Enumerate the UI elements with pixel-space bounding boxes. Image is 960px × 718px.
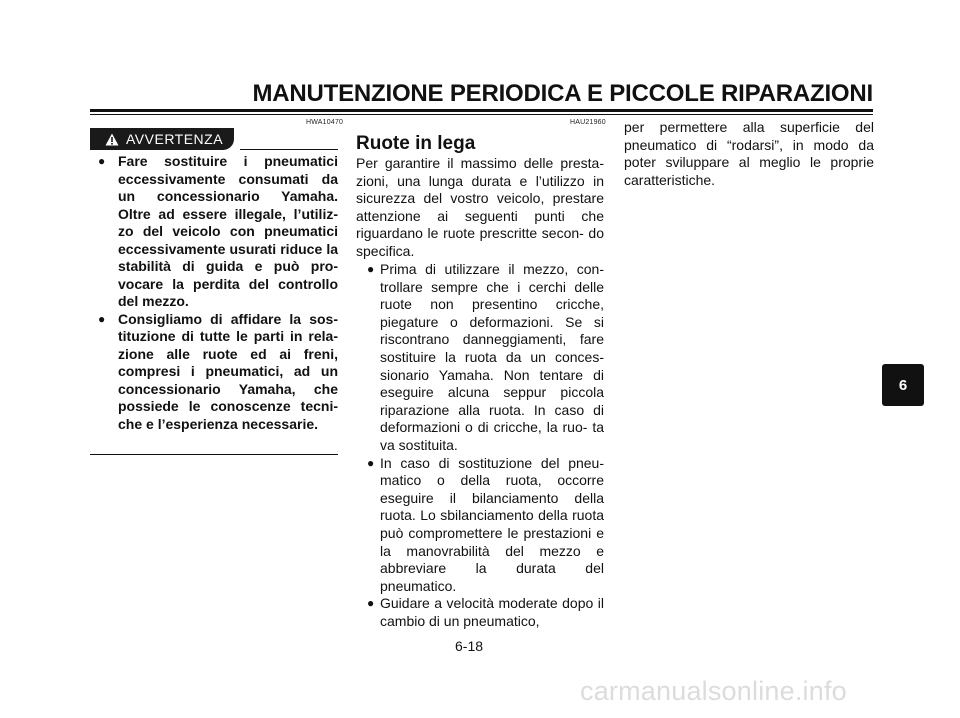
- warning-item: [98, 153, 338, 311]
- warning-label: AVVERTENZA: [126, 131, 224, 147]
- bullet-dot-icon: ●: [367, 262, 375, 276]
- chapter-tab: 6: [882, 364, 924, 406]
- section-code: HAU21960: [570, 119, 606, 126]
- section-item-text: Guidare a velocità moderate dopo il cambio di un pneumatico,: [380, 595, 604, 629]
- bullet-dot-icon: ●: [98, 311, 106, 326]
- section-item-text: In caso di sostituzione del pneu- matico o della ruota, occorre eseguire il bilanciamento della ruota. Lo sbilanciamento della ruota può compromettere le prestazioni e la manovrabilità del mezzo e abbreviare la durata del pneumatico.: [380, 454, 604, 594]
- warning-triangle-icon: [105, 133, 119, 146]
- section-continuation: per permettere alla superficie del pneumatico di “rodarsi”, in modo da poter sviluppare al meglio le proprie caratteristiche.: [624, 119, 874, 188]
- section-intro: Per garantire il massimo delle presta- zioni, una lunga durata e l’utilizzo in sicurezza del vostro veicolo, prestare attenzione ai seguenti punti che riguardano le ruote prescritte secon- do specifica.: [356, 155, 604, 259]
- bullet-dot-icon: ●: [367, 455, 375, 470]
- warning-code: HWA10470: [306, 119, 344, 126]
- warning-header: [90, 128, 338, 150]
- warning-item-text: Consigliamo di affidare la sos- tituzione di tutte le parti in rela- zione alle ruote ed ai freni, compresi i pneumatici, ad un concessionario Yamaha, che possiede le conoscenze tecni- che e l’esperienza necessarie.: [118, 310, 338, 432]
- warning-item: [98, 311, 338, 434]
- section-list-item: [367, 261, 604, 455]
- section-title: Ruote in lega: [356, 133, 476, 154]
- warning-item-text: Fare sostituire i pneumatici eccessivamente consumati da un concessionario Yamaha. Oltre ad essere illegale, l’utiliz- zo del veicolo con pneumatici eccessivamente usurati riduce la stabilità di guida e può pro- vocare la perdita del controllo del mezzo.: [118, 153, 338, 309]
- bullet-dot-icon: ●: [367, 596, 375, 611]
- section-list: [367, 261, 604, 630]
- section-item-text: Prima di utilizzare il mezzo, con- trollare sempre che i cerchi delle ruote non presentino cricche, piegature o deformazioni. Se si riscontrano danneggiamenti, fare sostituire la ruota da un conces- sionario Yamaha. Non tentare di eseguire alcuna seppur piccola riparazione alla ruota. In caso di deformazioni o di cricche, la ruo- ta va sostituita.: [380, 261, 604, 453]
- page-number: 6-18: [455, 638, 484, 654]
- header-rule-thin: [90, 114, 873, 115]
- chapter-title: MANUTENZIONE PERIODICA E PICCOLE RIPARAZIONI: [252, 80, 873, 107]
- warning-bottom-rule: [90, 454, 338, 455]
- bullet-dot-icon: ●: [98, 154, 106, 168]
- warning-list: [98, 153, 338, 433]
- warning-header-line: [240, 149, 338, 150]
- header-rule-thick: [90, 109, 873, 112]
- warning-badge: [90, 128, 234, 150]
- section-list-item: [367, 455, 604, 596]
- section-list-item: [367, 595, 604, 630]
- watermark: carmanualsonline.info: [580, 676, 847, 706]
